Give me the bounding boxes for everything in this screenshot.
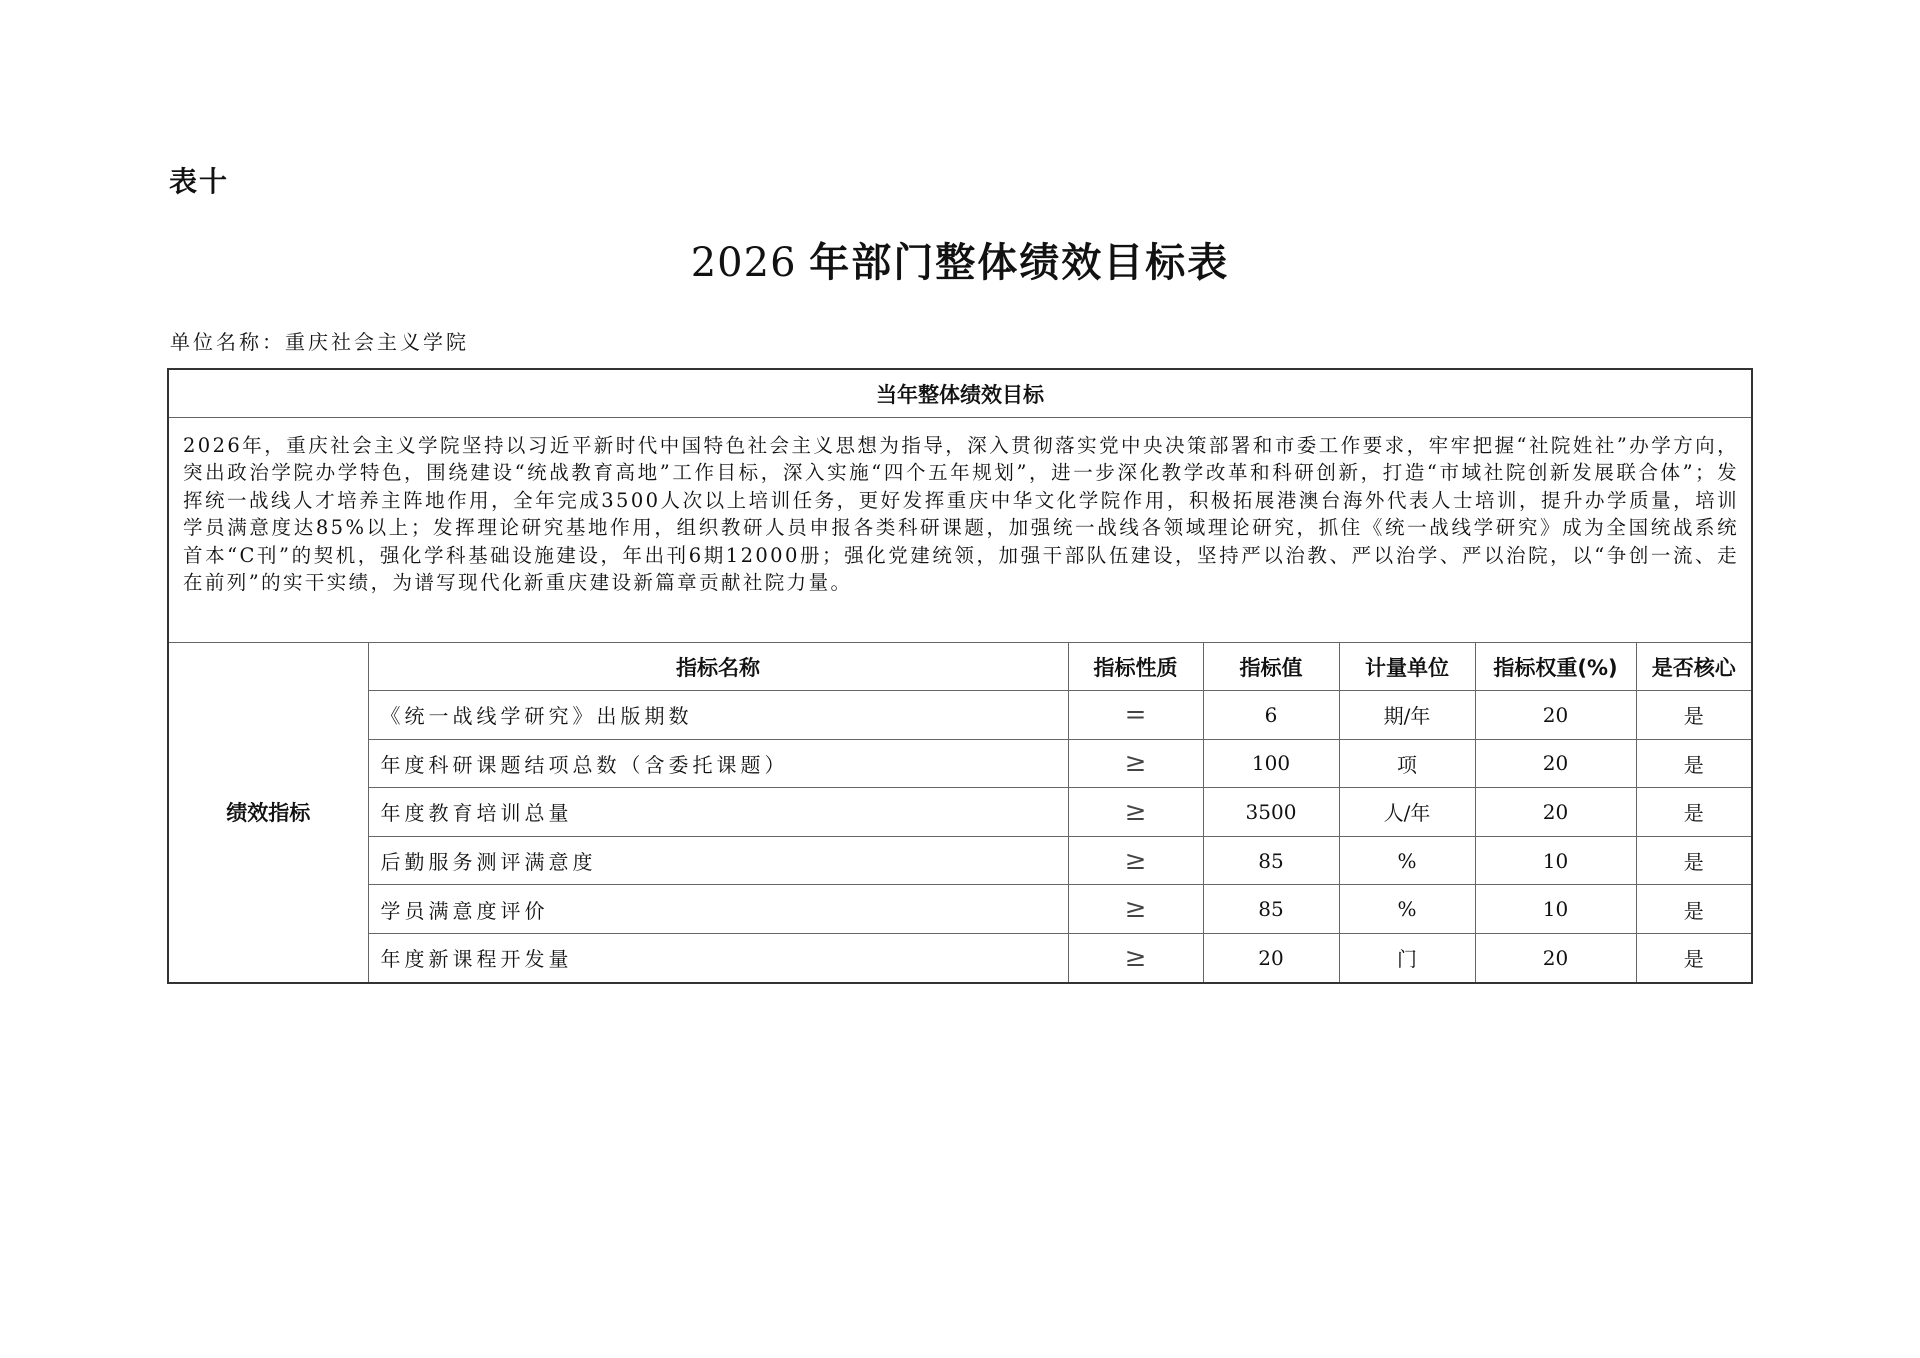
indicator-nature: ≥: [1068, 933, 1203, 982]
indicator-is-core: 是: [1636, 739, 1752, 788]
column-header-indicator-value: 指标值: [1203, 643, 1339, 691]
unit-name-line: 单位名称：重庆社会主义学院: [170, 330, 469, 354]
indicator-name: 年度新课程开发量: [368, 933, 1068, 982]
column-header-indicator-name: 指标名称: [368, 643, 1068, 691]
indicator-unit: %: [1339, 836, 1475, 885]
table-number-label: 表十: [169, 165, 230, 198]
indicator-weight: 20: [1475, 788, 1636, 837]
indicator-value: 85: [1203, 885, 1339, 934]
title-year: 2026: [690, 240, 797, 286]
annual-goal-header: 当年整体绩效目标: [168, 369, 1752, 418]
table-row: [168, 691, 1752, 740]
indicator-unit: 期/年: [1339, 691, 1475, 740]
indicator-nature: ≥: [1068, 788, 1203, 837]
column-header-weight: 指标权重(%): [1475, 643, 1636, 691]
indicator-name: 《统一战线学研究》出版期数: [368, 691, 1068, 740]
indicator-is-core: 是: [1636, 691, 1752, 740]
indicator-weight: 10: [1475, 836, 1636, 885]
performance-goal-table: [167, 368, 1753, 984]
indicator-unit: 项: [1339, 739, 1475, 788]
indicator-weight: 10: [1475, 885, 1636, 934]
table-row: [168, 739, 1752, 788]
indicator-value: 100: [1203, 739, 1339, 788]
indicator-name: 年度教育培训总量: [368, 788, 1068, 837]
indicator-unit: %: [1339, 885, 1475, 934]
title-text: 年部门整体绩效目标表: [809, 239, 1230, 286]
table-row: [168, 788, 1752, 837]
indicator-is-core: 是: [1636, 788, 1752, 837]
column-header-unit: 计量单位: [1339, 643, 1475, 691]
indicator-unit: 门: [1339, 933, 1475, 982]
indicator-nature: =: [1068, 691, 1203, 740]
table-row: [168, 885, 1752, 934]
page-title: [0, 238, 1920, 288]
indicator-weight: 20: [1475, 739, 1636, 788]
indicator-name: 年度科研课题结项总数（含委托课题）: [368, 739, 1068, 788]
indicator-nature: ≥: [1068, 885, 1203, 934]
annual-goal-text: 2026年，重庆社会主义学院坚持以习近平新时代中国特色社会主义思想为指导，深入贯彻落实党中央决策部署和市委工作要求，牢牢把握“社院姓社”办学方向，突出政治学院办学特色，围绕建设“统战教育高地”工作目标，深入实施“四个五年规划”，进一步深化教学改革和科研创新，打造“市域社院创新发展联合体”；发挥统一战线人才培养主阵地作用，全年完成3500人次以上培训任务，更好发挥重庆中华文化学院作用，积极拓展港澳台海外代表人士培训，提升办学质量，培训学员满意度达85%以上；发挥理论研究基地作用，组织教研人员申报各类科研课题，加强统一战线各领域理论研究，抓住《统一战线学研究》成为全国统战系统首本“C刊”的契机，强化学科基础设施建设，年出刊6期12000册；强化党建统领，加强干部队伍建设，坚持严以治教、严以治学、严以治院，以“争创一流、走在前列”的实干实绩，为谱写现代化新重庆建设新篇章贡献社院力量。: [168, 418, 1752, 643]
indicator-is-core: 是: [1636, 885, 1752, 934]
indicator-value: 6: [1203, 691, 1339, 740]
indicator-is-core: 是: [1636, 933, 1752, 982]
indicator-name: 学员满意度评价: [368, 885, 1068, 934]
indicator-weight: 20: [1475, 933, 1636, 982]
indicator-weight: 20: [1475, 691, 1636, 740]
indicator-value: 85: [1203, 836, 1339, 885]
performance-indicator-category: 绩效指标: [168, 643, 368, 983]
table-row: [168, 933, 1752, 982]
indicator-is-core: 是: [1636, 836, 1752, 885]
column-header-indicator-nature: 指标性质: [1068, 643, 1203, 691]
indicator-nature: ≥: [1068, 739, 1203, 788]
indicator-nature: ≥: [1068, 836, 1203, 885]
column-header-is-core: 是否核心: [1636, 643, 1752, 691]
indicator-value: 3500: [1203, 788, 1339, 837]
indicator-value: 20: [1203, 933, 1339, 982]
indicator-name: 后勤服务测评满意度: [368, 836, 1068, 885]
indicator-unit: 人/年: [1339, 788, 1475, 837]
table-row: [168, 836, 1752, 885]
